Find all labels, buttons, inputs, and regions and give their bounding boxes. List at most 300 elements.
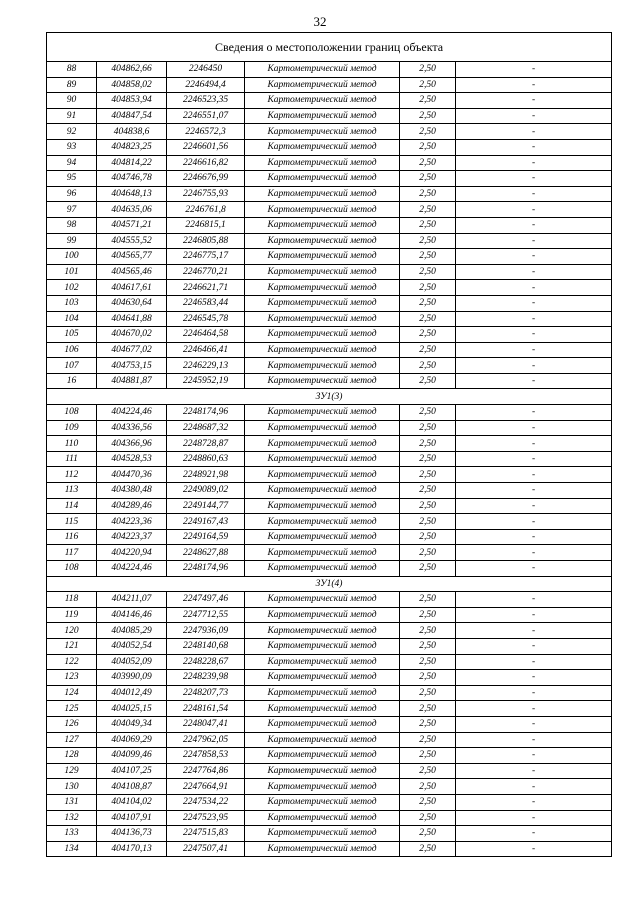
y-coordinate-cell: 2249164,59 [167, 529, 245, 545]
table-row [47, 124, 612, 140]
description-cell: - [456, 264, 612, 280]
x-coordinate-cell: 404858,02 [97, 77, 167, 93]
description-cell: - [456, 514, 612, 530]
table-row [47, 483, 612, 499]
description-cell: - [456, 373, 612, 389]
x-coordinate-cell: 404366,96 [97, 436, 167, 452]
accuracy-cell: 2,50 [400, 186, 456, 202]
table-row [47, 701, 612, 717]
x-coordinate-cell: 404814,22 [97, 155, 167, 171]
y-coordinate-cell: 2248687,32 [167, 420, 245, 436]
table-row [47, 810, 612, 826]
accuracy-cell: 2,50 [400, 841, 456, 857]
accuracy-cell: 2,50 [400, 358, 456, 374]
accuracy-cell: 2,50 [400, 171, 456, 187]
method-cell: Картометрический метод [245, 139, 400, 155]
x-coordinate-cell: 404528,53 [97, 451, 167, 467]
y-coordinate-cell: 2246229,13 [167, 358, 245, 374]
y-coordinate-cell: 2246466,41 [167, 342, 245, 358]
table-row [47, 295, 612, 311]
x-coordinate-cell: 404565,46 [97, 264, 167, 280]
table-row [47, 638, 612, 654]
section-label: ЗУ1(4) [47, 576, 612, 592]
point-number-cell: 113 [47, 483, 97, 499]
method-cell: Картометрический метод [245, 295, 400, 311]
y-coordinate-cell: 2248860,63 [167, 451, 245, 467]
table-row [47, 62, 612, 78]
description-cell: - [456, 420, 612, 436]
x-coordinate-cell: 404336,56 [97, 420, 167, 436]
description-cell: - [456, 701, 612, 717]
method-cell: Картометрический метод [245, 93, 400, 109]
accuracy-cell: 2,50 [400, 249, 456, 265]
point-number-cell: 123 [47, 670, 97, 686]
table-row [47, 155, 612, 171]
method-cell: Картометрический метод [245, 638, 400, 654]
x-coordinate-cell: 404069,29 [97, 732, 167, 748]
method-cell: Картометрический метод [245, 779, 400, 795]
description-cell: - [456, 124, 612, 140]
description-cell: - [456, 217, 612, 233]
y-coordinate-cell: 2248161,54 [167, 701, 245, 717]
y-coordinate-cell: 2247534,22 [167, 794, 245, 810]
point-number-cell: 128 [47, 748, 97, 764]
point-number-cell: 112 [47, 467, 97, 483]
x-coordinate-cell: 404470,36 [97, 467, 167, 483]
x-coordinate-cell: 404025,15 [97, 701, 167, 717]
x-coordinate-cell: 403990,09 [97, 670, 167, 686]
description-cell: - [456, 451, 612, 467]
x-coordinate-cell: 404862,66 [97, 62, 167, 78]
y-coordinate-cell: 2245952,19 [167, 373, 245, 389]
point-number-cell: 129 [47, 763, 97, 779]
section-label: ЗУ1(3) [47, 389, 612, 405]
description-cell: - [456, 638, 612, 654]
description-cell: - [456, 249, 612, 265]
method-cell: Картометрический метод [245, 311, 400, 327]
method-cell: Картометрический метод [245, 514, 400, 530]
point-number-cell: 132 [47, 810, 97, 826]
x-coordinate-cell: 404753,15 [97, 358, 167, 374]
y-coordinate-cell: 2247664,91 [167, 779, 245, 795]
x-coordinate-cell: 404136,73 [97, 826, 167, 842]
point-number-cell: 108 [47, 405, 97, 421]
table-row [47, 171, 612, 187]
accuracy-cell: 2,50 [400, 373, 456, 389]
accuracy-cell: 2,50 [400, 685, 456, 701]
accuracy-cell: 2,50 [400, 311, 456, 327]
point-number-cell: 110 [47, 436, 97, 452]
point-number-cell: 118 [47, 592, 97, 608]
x-coordinate-cell: 404670,02 [97, 327, 167, 343]
y-coordinate-cell: 2248207,73 [167, 685, 245, 701]
method-cell: Картометрический метод [245, 436, 400, 452]
point-number-cell: 88 [47, 62, 97, 78]
accuracy-cell: 2,50 [400, 701, 456, 717]
accuracy-cell: 2,50 [400, 280, 456, 296]
accuracy-cell: 2,50 [400, 545, 456, 561]
point-number-cell: 100 [47, 249, 97, 265]
method-cell: Картометрический метод [245, 701, 400, 717]
x-coordinate-cell: 404847,54 [97, 108, 167, 124]
table-row [47, 311, 612, 327]
y-coordinate-cell: 2247962,05 [167, 732, 245, 748]
section-row [47, 389, 612, 405]
x-coordinate-cell: 404211,07 [97, 592, 167, 608]
description-cell: - [456, 623, 612, 639]
x-coordinate-cell: 404617,61 [97, 280, 167, 296]
table-row [47, 841, 612, 857]
description-cell: - [456, 342, 612, 358]
table-row [47, 623, 612, 639]
y-coordinate-cell: 2249144,77 [167, 498, 245, 514]
accuracy-cell: 2,50 [400, 342, 456, 358]
method-cell: Картометрический метод [245, 670, 400, 686]
method-cell: Картометрический метод [245, 327, 400, 343]
y-coordinate-cell: 2246755,93 [167, 186, 245, 202]
method-cell: Картометрический метод [245, 233, 400, 249]
description-cell: - [456, 529, 612, 545]
accuracy-cell: 2,50 [400, 529, 456, 545]
accuracy-cell: 2,50 [400, 436, 456, 452]
table-row [47, 108, 612, 124]
point-number-cell: 102 [47, 280, 97, 296]
point-number-cell: 116 [47, 529, 97, 545]
table-row [47, 233, 612, 249]
x-coordinate-cell: 404746,78 [97, 171, 167, 187]
table-row [47, 342, 612, 358]
y-coordinate-cell: 2247764,86 [167, 763, 245, 779]
point-number-cell: 127 [47, 732, 97, 748]
accuracy-cell: 2,50 [400, 467, 456, 483]
accuracy-cell: 2,50 [400, 748, 456, 764]
x-coordinate-cell: 404049,34 [97, 716, 167, 732]
method-cell: Картометрический метод [245, 716, 400, 732]
y-coordinate-cell: 2248174,96 [167, 405, 245, 421]
point-number-cell: 121 [47, 638, 97, 654]
x-coordinate-cell: 404085,29 [97, 623, 167, 639]
table-row [47, 420, 612, 436]
method-cell: Картометрический метод [245, 810, 400, 826]
description-cell: - [456, 280, 612, 296]
point-number-cell: 105 [47, 327, 97, 343]
y-coordinate-cell: 2246770,21 [167, 264, 245, 280]
method-cell: Картометрический метод [245, 171, 400, 187]
accuracy-cell: 2,50 [400, 607, 456, 623]
x-coordinate-cell: 404677,02 [97, 342, 167, 358]
section-row [47, 576, 612, 592]
description-cell: - [456, 202, 612, 218]
table-row [47, 498, 612, 514]
y-coordinate-cell: 2246464,58 [167, 327, 245, 343]
point-number-cell: 91 [47, 108, 97, 124]
method-cell: Картометрический метод [245, 826, 400, 842]
method-cell: Картометрический метод [245, 685, 400, 701]
accuracy-cell: 2,50 [400, 124, 456, 140]
x-coordinate-cell: 404224,46 [97, 405, 167, 421]
accuracy-cell: 2,50 [400, 108, 456, 124]
description-cell: - [456, 841, 612, 857]
table-row [47, 139, 612, 155]
x-coordinate-cell: 404289,46 [97, 498, 167, 514]
method-cell: Картометрический метод [245, 451, 400, 467]
description-cell: - [456, 311, 612, 327]
table-row [47, 826, 612, 842]
x-coordinate-cell: 404648,13 [97, 186, 167, 202]
point-number-cell: 89 [47, 77, 97, 93]
point-number-cell: 124 [47, 685, 97, 701]
description-cell: - [456, 483, 612, 499]
description-cell: - [456, 155, 612, 171]
method-cell: Картометрический метод [245, 420, 400, 436]
table-row [47, 451, 612, 467]
method-cell: Картометрический метод [245, 124, 400, 140]
method-cell: Картометрический метод [245, 342, 400, 358]
table-title: Сведения о местоположении границ объекта [47, 33, 612, 62]
method-cell: Картометрический метод [245, 592, 400, 608]
x-coordinate-cell: 404104,02 [97, 794, 167, 810]
y-coordinate-cell: 2246815,1 [167, 217, 245, 233]
table-row [47, 514, 612, 530]
method-cell: Картометрический метод [245, 561, 400, 577]
y-coordinate-cell: 2249089,02 [167, 483, 245, 499]
point-number-cell: 126 [47, 716, 97, 732]
y-coordinate-cell: 2246545,78 [167, 311, 245, 327]
accuracy-cell: 2,50 [400, 732, 456, 748]
description-cell: - [456, 139, 612, 155]
description-cell: - [456, 685, 612, 701]
y-coordinate-cell: 2248921,98 [167, 467, 245, 483]
accuracy-cell: 2,50 [400, 327, 456, 343]
accuracy-cell: 2,50 [400, 623, 456, 639]
point-number-cell: 103 [47, 295, 97, 311]
description-cell: - [456, 498, 612, 514]
description-cell: - [456, 108, 612, 124]
x-coordinate-cell: 404107,25 [97, 763, 167, 779]
table-row [47, 264, 612, 280]
method-cell: Картометрический метод [245, 654, 400, 670]
table-row [47, 77, 612, 93]
method-cell: Картометрический метод [245, 467, 400, 483]
accuracy-cell: 2,50 [400, 826, 456, 842]
accuracy-cell: 2,50 [400, 810, 456, 826]
point-number-cell: 95 [47, 171, 97, 187]
method-cell: Картометрический метод [245, 358, 400, 374]
x-coordinate-cell: 404146,46 [97, 607, 167, 623]
y-coordinate-cell: 2246494,4 [167, 77, 245, 93]
method-cell: Картометрический метод [245, 545, 400, 561]
accuracy-cell: 2,50 [400, 62, 456, 78]
point-number-cell: 16 [47, 373, 97, 389]
description-cell: - [456, 794, 612, 810]
point-number-cell: 114 [47, 498, 97, 514]
table-row [47, 685, 612, 701]
method-cell: Картометрический метод [245, 748, 400, 764]
table-row [47, 716, 612, 732]
description-cell: - [456, 295, 612, 311]
method-cell: Картометрический метод [245, 108, 400, 124]
table-row [47, 358, 612, 374]
table-row [47, 436, 612, 452]
method-cell: Картометрический метод [245, 483, 400, 499]
description-cell: - [456, 77, 612, 93]
point-number-cell: 125 [47, 701, 97, 717]
x-coordinate-cell: 404099,46 [97, 748, 167, 764]
table-row [47, 373, 612, 389]
table-row [47, 327, 612, 343]
accuracy-cell: 2,50 [400, 638, 456, 654]
point-number-cell: 93 [47, 139, 97, 155]
boundary-table-body [47, 33, 612, 857]
description-cell: - [456, 810, 612, 826]
x-coordinate-cell: 404220,94 [97, 545, 167, 561]
method-cell: Картометрический метод [245, 217, 400, 233]
description-cell: - [456, 716, 612, 732]
accuracy-cell: 2,50 [400, 77, 456, 93]
point-number-cell: 99 [47, 233, 97, 249]
method-cell: Картометрический метод [245, 763, 400, 779]
y-coordinate-cell: 2246761,8 [167, 202, 245, 218]
table-row [47, 794, 612, 810]
point-number-cell: 107 [47, 358, 97, 374]
y-coordinate-cell: 2246775,17 [167, 249, 245, 265]
table-row [47, 607, 612, 623]
y-coordinate-cell: 2248627,88 [167, 545, 245, 561]
method-cell: Картометрический метод [245, 77, 400, 93]
table-row [47, 202, 612, 218]
y-coordinate-cell: 2248047,41 [167, 716, 245, 732]
method-cell: Картометрический метод [245, 405, 400, 421]
table-row [47, 670, 612, 686]
description-cell: - [456, 654, 612, 670]
point-number-cell: 90 [47, 93, 97, 109]
method-cell: Картометрический метод [245, 498, 400, 514]
description-cell: - [456, 62, 612, 78]
x-coordinate-cell: 404380,48 [97, 483, 167, 499]
table-row [47, 561, 612, 577]
accuracy-cell: 2,50 [400, 405, 456, 421]
point-number-cell: 133 [47, 826, 97, 842]
table-row [47, 545, 612, 561]
description-cell: - [456, 467, 612, 483]
x-coordinate-cell: 404555,52 [97, 233, 167, 249]
table-row [47, 748, 612, 764]
accuracy-cell: 2,50 [400, 592, 456, 608]
boundary-table [46, 32, 612, 857]
y-coordinate-cell: 2246450 [167, 62, 245, 78]
y-coordinate-cell: 2247497,46 [167, 592, 245, 608]
point-number-cell: 94 [47, 155, 97, 171]
point-number-cell: 131 [47, 794, 97, 810]
table-row [47, 732, 612, 748]
accuracy-cell: 2,50 [400, 264, 456, 280]
description-cell: - [456, 358, 612, 374]
table-row [47, 467, 612, 483]
method-cell: Картометрический метод [245, 186, 400, 202]
y-coordinate-cell: 2247858,53 [167, 748, 245, 764]
method-cell: Картометрический метод [245, 794, 400, 810]
description-cell: - [456, 748, 612, 764]
description-cell: - [456, 670, 612, 686]
point-number-cell: 119 [47, 607, 97, 623]
method-cell: Картометрический метод [245, 249, 400, 265]
point-number-cell: 98 [47, 217, 97, 233]
description-cell: - [456, 592, 612, 608]
accuracy-cell: 2,50 [400, 420, 456, 436]
x-coordinate-cell: 404838,6 [97, 124, 167, 140]
method-cell: Картометрический метод [245, 264, 400, 280]
table-row [47, 405, 612, 421]
y-coordinate-cell: 2248140,68 [167, 638, 245, 654]
accuracy-cell: 2,50 [400, 233, 456, 249]
accuracy-cell: 2,50 [400, 794, 456, 810]
accuracy-cell: 2,50 [400, 139, 456, 155]
y-coordinate-cell: 2247507,41 [167, 841, 245, 857]
x-coordinate-cell: 404635,06 [97, 202, 167, 218]
x-coordinate-cell: 404853,94 [97, 93, 167, 109]
table-row [47, 186, 612, 202]
x-coordinate-cell: 404052,09 [97, 654, 167, 670]
x-coordinate-cell: 404571,21 [97, 217, 167, 233]
table-row [47, 280, 612, 296]
x-coordinate-cell: 404223,36 [97, 514, 167, 530]
method-cell: Картометрический метод [245, 529, 400, 545]
table-row [47, 93, 612, 109]
y-coordinate-cell: 2247712,55 [167, 607, 245, 623]
y-coordinate-cell: 2246621,71 [167, 280, 245, 296]
description-cell: - [456, 436, 612, 452]
table-row [47, 249, 612, 265]
point-number-cell: 111 [47, 451, 97, 467]
x-coordinate-cell: 404641,88 [97, 311, 167, 327]
x-coordinate-cell: 404823,25 [97, 139, 167, 155]
accuracy-cell: 2,50 [400, 202, 456, 218]
description-cell: - [456, 327, 612, 343]
table-row [47, 763, 612, 779]
accuracy-cell: 2,50 [400, 93, 456, 109]
y-coordinate-cell: 2247936,09 [167, 623, 245, 639]
description-cell: - [456, 93, 612, 109]
method-cell: Картометрический метод [245, 373, 400, 389]
x-coordinate-cell: 404052,54 [97, 638, 167, 654]
x-coordinate-cell: 404565,77 [97, 249, 167, 265]
point-number-cell: 115 [47, 514, 97, 530]
description-cell: - [456, 763, 612, 779]
description-cell: - [456, 545, 612, 561]
point-number-cell: 120 [47, 623, 97, 639]
method-cell: Картометрический метод [245, 202, 400, 218]
accuracy-cell: 2,50 [400, 514, 456, 530]
point-number-cell: 109 [47, 420, 97, 436]
y-coordinate-cell: 2246583,44 [167, 295, 245, 311]
accuracy-cell: 2,50 [400, 451, 456, 467]
accuracy-cell: 2,50 [400, 498, 456, 514]
y-coordinate-cell: 2246805,88 [167, 233, 245, 249]
method-cell: Картометрический метод [245, 841, 400, 857]
x-coordinate-cell: 404170,13 [97, 841, 167, 857]
y-coordinate-cell: 2247523,95 [167, 810, 245, 826]
description-cell: - [456, 779, 612, 795]
point-number-cell: 96 [47, 186, 97, 202]
method-cell: Картометрический метод [245, 62, 400, 78]
accuracy-cell: 2,50 [400, 561, 456, 577]
point-number-cell: 122 [47, 654, 97, 670]
accuracy-cell: 2,50 [400, 654, 456, 670]
description-cell: - [456, 405, 612, 421]
point-number-cell: 117 [47, 545, 97, 561]
y-coordinate-cell: 2247515,83 [167, 826, 245, 842]
table-row [47, 529, 612, 545]
